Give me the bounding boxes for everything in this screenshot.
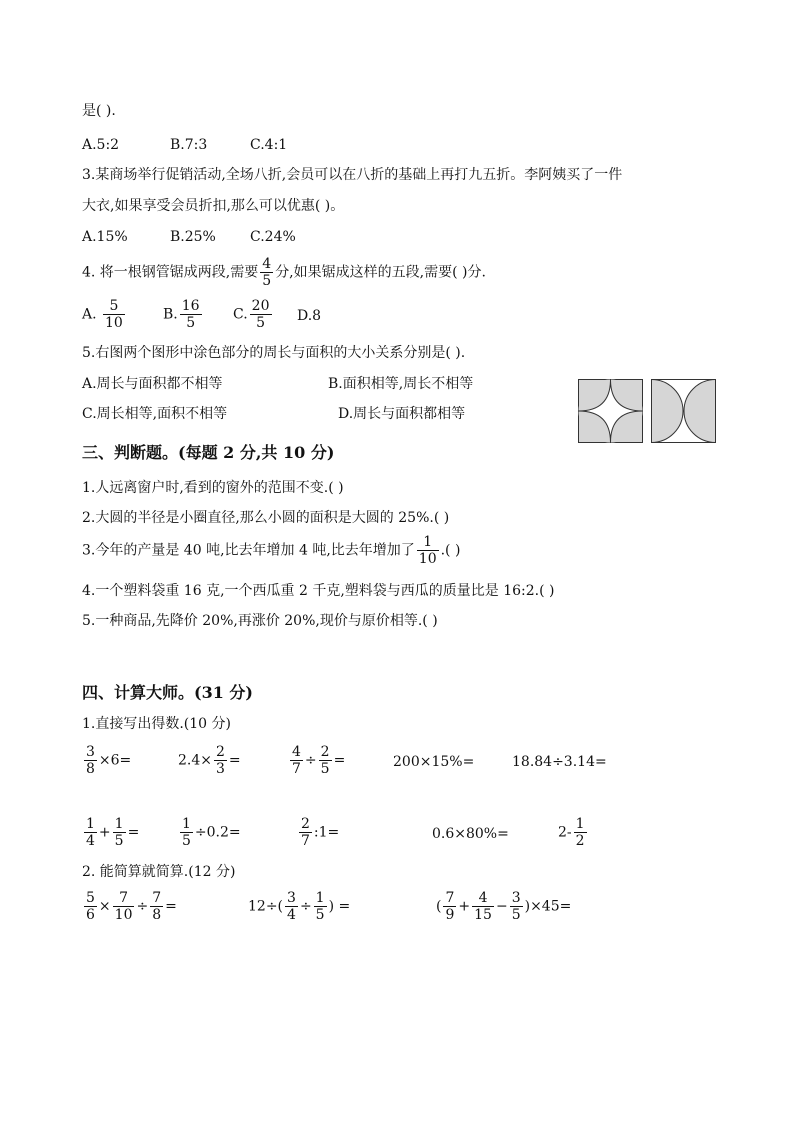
paren-close: ) bbox=[328, 898, 335, 915]
section-3-title: 三、判断题。(每题 2 分,共 10 分) bbox=[82, 443, 335, 462]
frac-num: 4 bbox=[472, 890, 494, 907]
frac-den: 3 bbox=[216, 761, 225, 777]
minus-op: − bbox=[495, 898, 508, 915]
judge-item-3 bbox=[82, 534, 460, 567]
q4-stem bbox=[82, 256, 486, 289]
q4-frac-num: 4 bbox=[262, 256, 272, 272]
q4-stem-post: 分,如果锯成这样的五段,需要( )分. bbox=[275, 264, 486, 281]
frac-num: 3 bbox=[86, 744, 95, 760]
judge-item-5: 5.一种商品,先降价 20%,再涨价 20%,现价与原价相等.( ) bbox=[82, 613, 438, 629]
frac-num: 7 bbox=[445, 890, 455, 906]
calc-r2-e4: 0.6×80%= bbox=[432, 826, 509, 842]
fraction bbox=[299, 816, 312, 849]
frac-den: 5 bbox=[511, 907, 521, 923]
figure-square-two-arcs bbox=[651, 379, 717, 443]
calc-r2-e5 bbox=[558, 816, 589, 849]
expr-tail: = bbox=[165, 898, 177, 915]
frac-num: 1 bbox=[114, 816, 124, 832]
q4-option-a-label: A. bbox=[82, 306, 97, 323]
times-op: × bbox=[98, 898, 111, 915]
fraction bbox=[443, 890, 456, 923]
div-op: ÷ bbox=[299, 898, 312, 915]
fraction bbox=[290, 744, 303, 777]
frac-num: 7 bbox=[113, 890, 135, 907]
expr-tail: ÷0.2= bbox=[194, 824, 241, 841]
judge-item-4: 4.一个塑料袋重 16 克,一个西瓜重 2 千克,塑料袋与西瓜的质量比是 16:2.( ) bbox=[82, 583, 555, 599]
fraction bbox=[84, 816, 97, 849]
fraction bbox=[84, 890, 97, 923]
frac-num: 2 bbox=[216, 744, 225, 760]
frac-den: 2 bbox=[575, 833, 585, 849]
q4-option-a-fraction bbox=[103, 298, 125, 331]
q3-option-c: C.24% bbox=[250, 229, 296, 245]
frac-num: 3 bbox=[287, 890, 296, 906]
frac-num: 20 bbox=[251, 298, 270, 314]
frac-den: 5 bbox=[182, 833, 191, 849]
frac-den: 10 bbox=[114, 907, 133, 923]
q2-option-c: C.4:1 bbox=[250, 137, 288, 153]
div-op: ÷ bbox=[136, 898, 149, 915]
expr-pre: 12÷ bbox=[248, 898, 278, 915]
frac-num: 2 bbox=[320, 744, 330, 760]
frac-den: 8 bbox=[86, 761, 95, 777]
judge-item-3-fraction bbox=[417, 534, 439, 567]
expr-tail: ×45= bbox=[530, 898, 572, 915]
fraction bbox=[180, 816, 193, 849]
fraction bbox=[214, 744, 227, 777]
frac-den: 10 bbox=[418, 551, 437, 567]
q4-fraction bbox=[260, 256, 273, 289]
frac-den: 4 bbox=[287, 907, 296, 923]
fraction bbox=[319, 744, 332, 777]
calc-r1-e5: 18.84÷3.14= bbox=[512, 754, 607, 770]
q5-stem: 5.右图两个图形中涂色部分的周长与面积的大小关系分别是( ). bbox=[82, 345, 466, 361]
fraction bbox=[510, 890, 523, 923]
calc-sub-2: 2. 能简算就简算.(12 分) bbox=[82, 864, 236, 880]
frac-den: 8 bbox=[152, 907, 162, 923]
frac-den: 6 bbox=[86, 907, 95, 923]
calc-r2-e3 bbox=[297, 816, 339, 849]
calc-r1-e1 bbox=[82, 744, 131, 777]
q3-line-1: 3.某商场举行促销活动,全场八折,会员可以在八折的基础上再打九五折。李阿姨买了一件 bbox=[82, 167, 623, 183]
frac-den: 5 bbox=[186, 315, 196, 331]
fraction bbox=[113, 816, 126, 849]
fraction bbox=[113, 890, 135, 923]
q5-option-b: B.面积相等,周长不相等 bbox=[328, 376, 474, 392]
fraction bbox=[314, 890, 327, 923]
div-op: ÷ bbox=[304, 752, 317, 769]
paren-close: ) bbox=[524, 898, 531, 915]
paren-open: ( bbox=[277, 898, 284, 915]
paren-open: ( bbox=[436, 898, 442, 915]
expr-tail: :1= bbox=[313, 824, 340, 841]
q5-option-c: C.周长相等,面积不相等 bbox=[82, 406, 228, 422]
expr-tail: = bbox=[333, 752, 346, 769]
frac-den: 4 bbox=[86, 833, 95, 849]
q5-option-a: A.周长与面积都不相等 bbox=[82, 376, 223, 392]
frac-num: 3 bbox=[511, 890, 521, 906]
fraction bbox=[150, 890, 163, 923]
q4-option-b bbox=[163, 298, 204, 331]
expr-pre: 2.4× bbox=[178, 752, 212, 769]
q2-option-a: A.5:2 bbox=[82, 137, 120, 153]
plus-op: + bbox=[458, 898, 471, 915]
frac-num: 7 bbox=[152, 890, 162, 906]
frac-den: 5 bbox=[256, 315, 266, 331]
frac-num: 2 bbox=[301, 816, 310, 832]
q2-option-b: B.7:3 bbox=[170, 137, 208, 153]
expr-tail: = bbox=[127, 824, 140, 841]
frac-num: 4 bbox=[292, 744, 301, 760]
judge-item-2: 2.大圆的半径是小圈直径,那么小圆的面积是大圆的 25%.( ) bbox=[82, 510, 450, 526]
frac-den: 7 bbox=[301, 833, 310, 849]
q5-option-d: D.周长与面积都相等 bbox=[338, 406, 466, 422]
plus-op: + bbox=[98, 824, 111, 841]
calc-r2-e2 bbox=[178, 816, 241, 849]
q4-option-c-fraction bbox=[250, 298, 272, 331]
frac-num: 5 bbox=[103, 298, 125, 315]
frac-den: 15 bbox=[474, 907, 492, 923]
q4-option-a bbox=[82, 298, 127, 331]
q4-stem-pre: 4. 将一根钢管锯成两段,需要 bbox=[82, 264, 259, 281]
frac-num: 1 bbox=[575, 816, 585, 832]
calc-r1-e3 bbox=[288, 744, 345, 777]
expr-tail: ×6= bbox=[98, 752, 132, 769]
expr-pre: 2- bbox=[558, 824, 572, 841]
expr-tail: = bbox=[338, 898, 351, 915]
q4-option-c bbox=[233, 298, 274, 331]
fraction bbox=[285, 890, 298, 923]
frac-den: 9 bbox=[445, 907, 455, 923]
frac-num: 5 bbox=[86, 890, 95, 906]
frac-den: 5 bbox=[315, 907, 325, 923]
calc-r3-e2 bbox=[248, 890, 350, 923]
frac-den: 10 bbox=[105, 315, 123, 331]
calc-r2-e1 bbox=[82, 816, 139, 849]
calc-r1-e2 bbox=[178, 744, 241, 777]
q3-option-a: A.15% bbox=[82, 229, 128, 245]
expr-tail: = bbox=[228, 752, 241, 769]
fraction bbox=[84, 744, 97, 777]
judge-item-3-post: .( ) bbox=[440, 542, 461, 559]
q4-option-b-fraction bbox=[180, 298, 202, 331]
judge-item-1: 1.人远离窗户时,看到的窗外的范围不变.( ) bbox=[82, 480, 344, 496]
q3-line-2: 大衣,如果享受会员折扣,那么可以优惠( )。 bbox=[82, 198, 345, 214]
q4-option-d: D.8 bbox=[297, 308, 322, 324]
frac-den: 5 bbox=[320, 761, 330, 777]
q4-frac-den: 5 bbox=[262, 273, 272, 289]
calc-r3-e3 bbox=[436, 890, 571, 923]
q3-option-b: B.25% bbox=[170, 229, 216, 245]
figure-square-four-arcs bbox=[578, 379, 644, 443]
frac-num: 1 bbox=[182, 816, 191, 832]
q4-option-b-label: B. bbox=[163, 306, 178, 323]
q2-tail: 是( ). bbox=[82, 103, 116, 119]
fraction bbox=[574, 816, 587, 849]
judge-item-3-pre: 3.今年的产量是 40 吨,比去年增加 4 吨,比去年增加了 bbox=[82, 542, 415, 559]
calc-r3-e1 bbox=[82, 890, 177, 923]
frac-num: 1 bbox=[86, 816, 95, 832]
fraction bbox=[472, 890, 494, 923]
frac-num: 1 bbox=[315, 890, 325, 906]
frac-num: 16 bbox=[181, 298, 200, 314]
q4-option-c-label: C. bbox=[233, 306, 248, 323]
frac-den: 5 bbox=[114, 833, 124, 849]
frac-den: 7 bbox=[292, 761, 301, 777]
calc-r1-e4: 200×15%= bbox=[393, 754, 475, 770]
section-4-title: 四、计算大师。(31 分) bbox=[82, 683, 253, 702]
calc-sub-1: 1.直接写出得数.(10 分) bbox=[82, 716, 231, 732]
frac-num: 1 bbox=[417, 534, 439, 551]
